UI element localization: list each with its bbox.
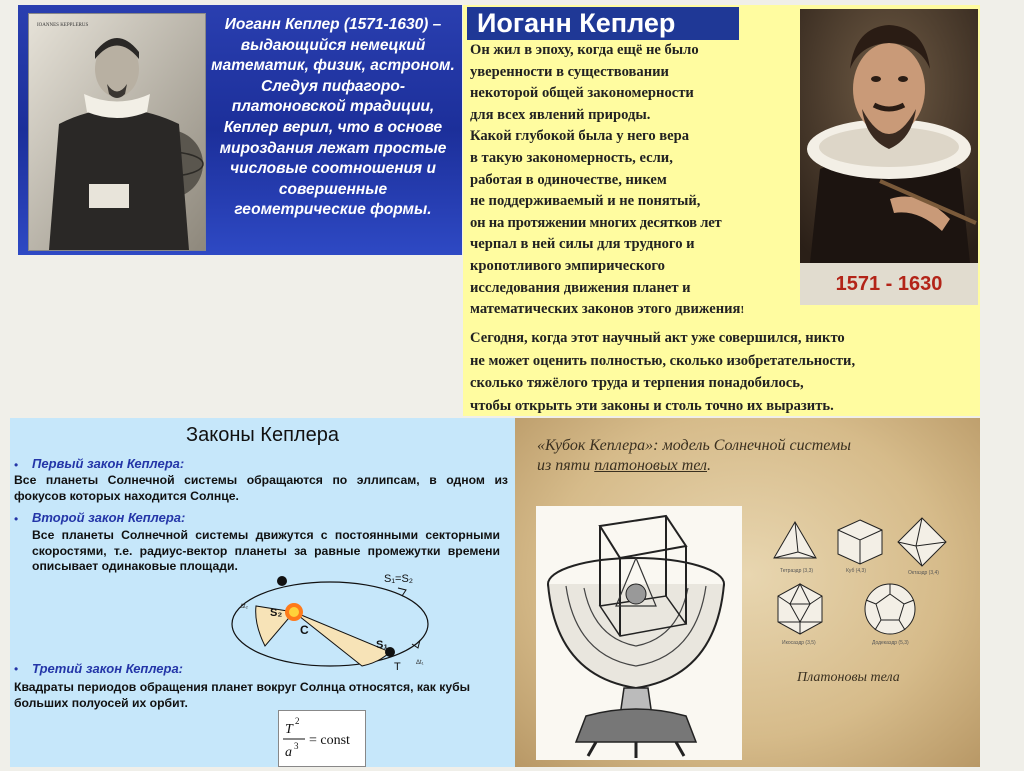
bio-line: не может оценить полностью, сколько изобретательности,: [470, 352, 856, 369]
law3-title: Третий закон Кеплера:: [32, 661, 184, 676]
kepler-color-portrait: [800, 9, 978, 263]
bullet: •: [14, 662, 19, 676]
label-s1-eq-s2: S₁=S₂: [384, 573, 414, 585]
label-s2: S₂: [270, 607, 283, 619]
cup-caption-line: [537, 456, 957, 476]
bio-line: работая в одиночестве, никем: [470, 171, 667, 188]
intro-panel: [18, 5, 462, 255]
bio-line: чтобы открыть эти законы и столь точно их выразить.: [470, 397, 834, 414]
intro-text: [208, 15, 458, 221]
solid-label: Тетраэдр (3,3): [780, 568, 814, 574]
bio-line: Он жил в эпоху, когда ещё не было: [470, 42, 699, 58]
bullet: •: [14, 512, 19, 526]
bio-line: некоторой общей закономерности: [470, 85, 694, 102]
intro-line: Иоганн Кеплер (1571-1630) –: [224, 16, 442, 33]
solid-label: Икосаэдр (3,5): [782, 640, 816, 646]
bio-line: сколько тяжёлого труда и терпения понадобилось,: [470, 375, 804, 392]
bio-line: Сегодня, когда этот научный акт уже совершился, никто: [470, 330, 845, 346]
platonic-solids-figure: [770, 514, 975, 674]
cube-icon: [838, 520, 882, 564]
intro-line: Кеплер верил, что в основе: [223, 118, 443, 136]
bio-paragraph-1: [470, 40, 810, 322]
formula-den-exp: 3: [294, 741, 299, 751]
laws-heading: Законы Кеплера: [186, 424, 339, 446]
bio-line: Какой глубокой была у него вера: [470, 128, 690, 145]
intro-line: числовые соотношения и: [230, 160, 436, 178]
label-sun: C: [300, 623, 309, 637]
law1-text: Все планеты Солнечной системы обращаются по эллипсам, в одном из фокусов которых находится Солнце.: [14, 473, 508, 503]
bio-exclamation: !: [740, 304, 745, 317]
formula-numerator: T: [285, 722, 293, 737]
solid-label: Куб (4,3): [846, 568, 867, 574]
laws-panel: [10, 418, 515, 767]
intro-line: Следуя пифагоро-: [261, 77, 405, 95]
intro-line: геометрические формы.: [234, 201, 432, 219]
label-s1: S₁: [376, 639, 388, 651]
bio-panel: [463, 5, 980, 416]
tetrahedron-icon: [774, 522, 816, 558]
formula-num-exp: 2: [295, 716, 300, 726]
octahedron-icon: [898, 518, 946, 566]
bio-line: кропотливого эмпирического: [470, 257, 665, 274]
solid-label: Октаэдр (3,4): [908, 570, 939, 576]
intro-line: совершенные: [278, 180, 388, 198]
label-dt1: Δt₁: [416, 660, 424, 666]
kepler-engraving-portrait: [28, 13, 206, 251]
bio-line: уверенности в существовании: [470, 63, 669, 80]
bio-title: Иоганн Кеплер: [467, 7, 739, 40]
bio-line: исследования движения планет и: [470, 279, 691, 296]
third-law-formula: [278, 710, 366, 767]
law3-text: Квадраты периодов обращения планет вокруг Солнца относятся, как кубы больших полуосей их орбит.: [14, 680, 471, 710]
sun-core: [289, 607, 299, 617]
solid-label: Додекаэдр (5,3): [872, 640, 909, 646]
right-margin: [980, 0, 1024, 767]
cup-caption-line: «Кубок Кеплера»: модель Солнечной системы: [537, 437, 852, 454]
portrait-engraving-image: [29, 14, 205, 250]
formula-graphic: [279, 711, 365, 766]
law1-title: Первый закон Кеплера:: [32, 456, 185, 471]
law2-title: Второй закон Кеплера:: [32, 510, 186, 525]
bio-line: не поддерживаемый и не понятый,: [470, 193, 701, 210]
formula-denominator: a: [285, 745, 292, 760]
orbit-diagram: [220, 568, 450, 678]
svg-text:IOANNES KEPPLERUS: IOANNES KEPPLERUS: [37, 23, 89, 28]
caption-suffix: .: [707, 457, 712, 474]
platonic-solids-label: Платоновы тела: [797, 670, 900, 685]
icosahedron-icon: [778, 584, 822, 634]
dodecahedron-icon: [865, 584, 915, 634]
intro-line: платоновской традиции,: [231, 98, 435, 116]
law2-text: Все планеты Солнечной системы движутся с постоянными секторными скоростями, т.е. радиус-вектор планеты за равные промежутки времени описывает одинаковые площади.: [32, 528, 500, 573]
kepler-cup-panel: [515, 418, 980, 767]
intro-line: математик, физик, астроном.: [211, 57, 455, 75]
formula-rhs: = const: [309, 733, 350, 748]
cup-caption: [537, 436, 957, 476]
cup-engraving-image: [536, 506, 742, 760]
years-caption: 1571 - 1630: [800, 263, 978, 305]
bio-line: черпал в ней силы для трудного и: [470, 236, 695, 253]
caption-prefix: из пяти: [537, 457, 595, 474]
bio-line: математических законов этого движения: [470, 301, 741, 318]
bullet: •: [14, 458, 19, 472]
bio-line-last: [470, 299, 810, 322]
intro-line: мироздания лежат простые: [219, 139, 447, 157]
bio-line: для всех явлений природы.: [470, 106, 651, 123]
planet-marker: [277, 576, 287, 586]
bio-line: в такую закономерность, если,: [470, 149, 673, 166]
label-t: T: [394, 661, 401, 673]
intro-line: выдающийся немецкий: [240, 36, 426, 54]
bio-line: он на протяжении многих десятков лет: [470, 214, 722, 231]
label-dt2: Δt₂: [240, 604, 249, 610]
portrait-painting-image: [800, 9, 978, 263]
caption-underlined: платоновых тел: [594, 457, 708, 474]
kepler-cup-engraving: [536, 506, 742, 760]
bio-paragraph-2: [470, 327, 975, 417]
